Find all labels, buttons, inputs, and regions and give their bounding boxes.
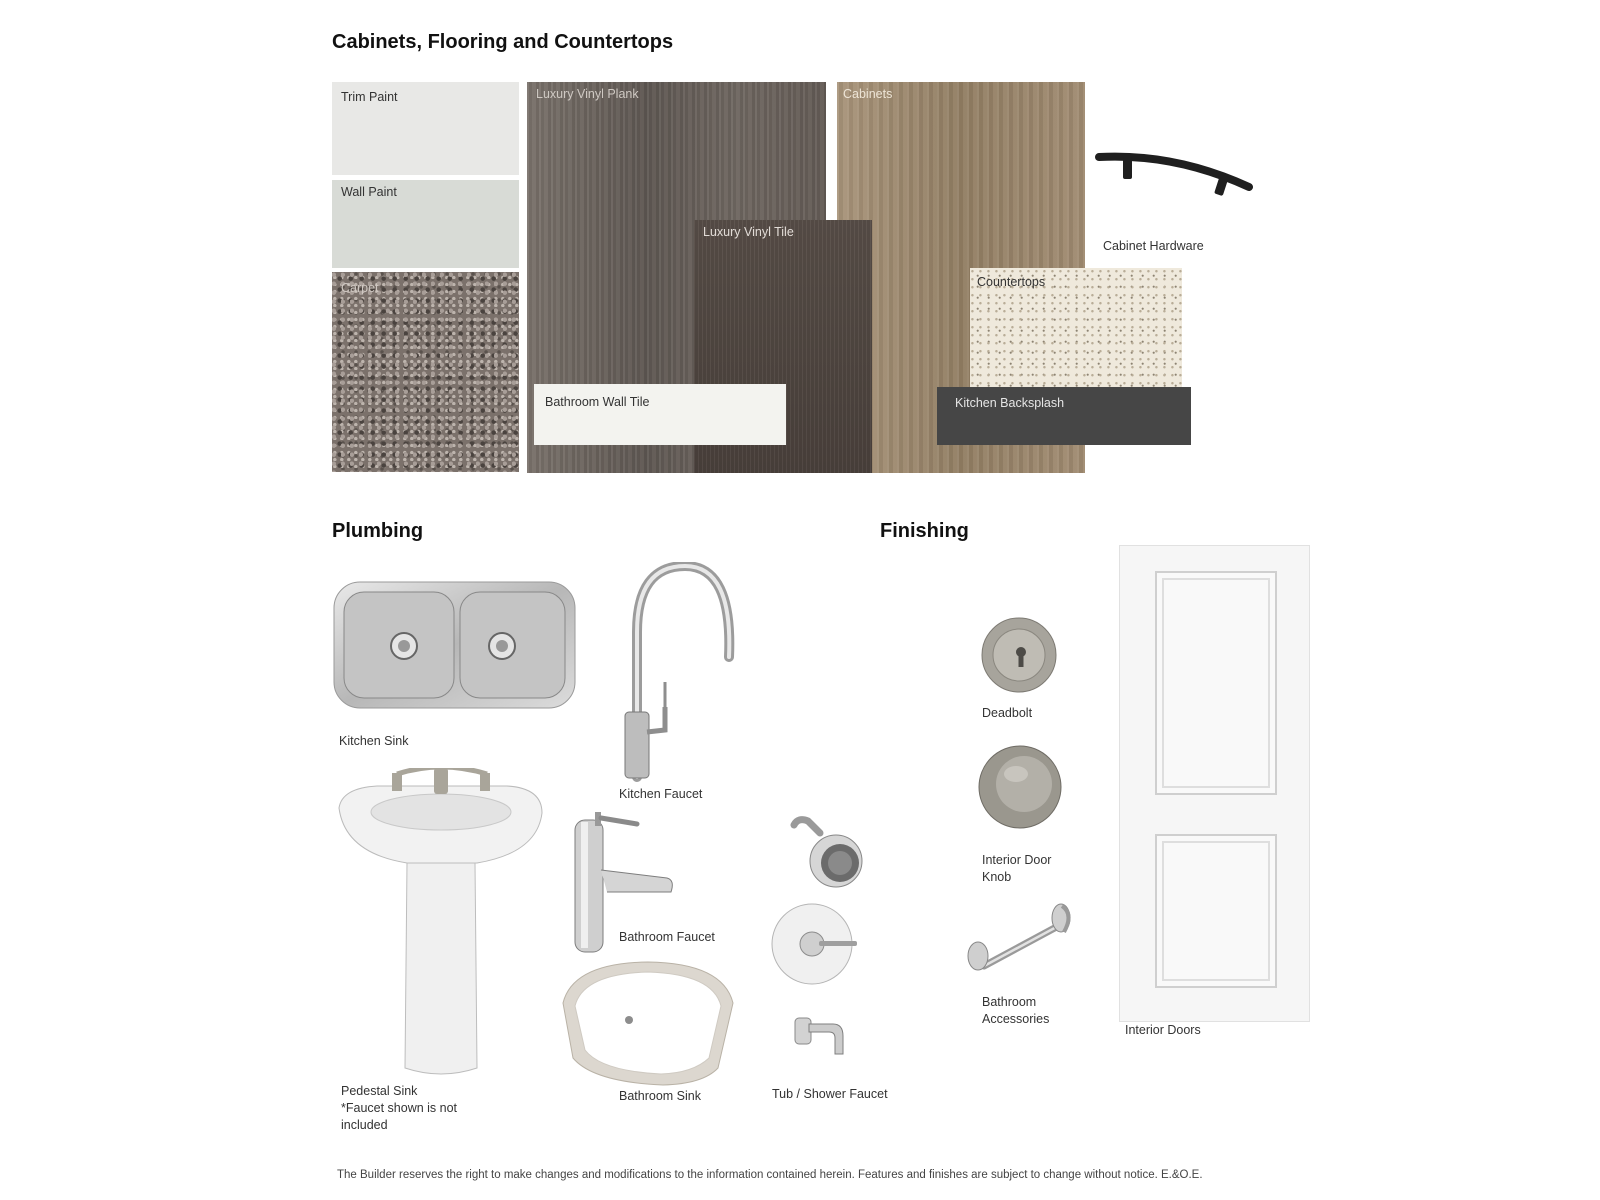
deadbolt-icon	[980, 615, 1058, 695]
bathroom-sink-icon	[553, 958, 738, 1088]
bathroom-wall-tile-label: Bathroom Wall Tile	[545, 395, 650, 409]
pedestal-sink-label-line-3: included	[341, 1118, 388, 1132]
kitchen-sink-label: Kitchen Sink	[339, 734, 409, 748]
wall-paint-swatch	[332, 180, 519, 268]
cabinet-hardware-pull-icon	[1095, 145, 1255, 210]
tub-spout-icon	[793, 1010, 851, 1058]
bathroom-accessories-label-line-2: Accessories	[982, 1012, 1050, 1026]
section-title-finishing: Finishing	[880, 520, 969, 542]
cabinets-label: Cabinets	[843, 87, 893, 101]
footer-disclaimer: The Builder reserves the right to make changes and modifications to the information contained herein. Features and finishes are subject to change without notice. E.&O.E.	[337, 1169, 1203, 1181]
carpet-swatch	[332, 272, 519, 472]
kitchen-backsplash-swatch	[937, 387, 1191, 445]
bathroom-accessories-label-line-1: Bathroom	[982, 995, 1037, 1009]
pedestal-sink-label-line-2: *Faucet shown is not	[341, 1101, 458, 1115]
interior-door-knob-icon	[976, 744, 1064, 830]
deadbolt-label: Deadbolt	[982, 706, 1033, 720]
bathroom-sink-label: Bathroom Sink	[619, 1089, 701, 1103]
interior-door-icon	[1119, 545, 1310, 1022]
shower-head-icon	[790, 815, 870, 890]
interior-door-knob-label-line-2: Knob	[982, 870, 1012, 884]
countertops-label: Countertops	[977, 275, 1046, 289]
carpet-label: Carpet	[341, 281, 379, 295]
countertops-swatch	[970, 268, 1182, 388]
luxury-vinyl-plank-label: Luxury Vinyl Plank	[536, 87, 639, 101]
kitchen-sink-icon	[332, 580, 577, 710]
pedestal-sink-label-line-1: Pedestal Sink	[341, 1084, 418, 1098]
bathroom-faucet-label: Bathroom Faucet	[619, 930, 715, 944]
wall-paint-label: Wall Paint	[341, 185, 397, 199]
shower-valve-icon	[771, 903, 859, 985]
tub-shower-faucet-label: Tub / Shower Faucet	[772, 1087, 888, 1101]
kitchen-faucet-label: Kitchen Faucet	[619, 787, 703, 801]
kitchen-faucet-icon	[615, 562, 740, 782]
pedestal-sink-label	[341, 1083, 457, 1134]
section-title-cabinets: Cabinets, Flooring and Countertops	[332, 31, 674, 53]
luxury-vinyl-tile-label: Luxury Vinyl Tile	[703, 225, 794, 239]
bathroom-wall-tile-swatch	[534, 384, 786, 445]
interior-door-knob-label	[982, 852, 1051, 886]
bathroom-accessories-icon	[966, 902, 1074, 974]
cabinet-hardware-label: Cabinet Hardware	[1103, 239, 1204, 253]
interior-doors-label: Interior Doors	[1125, 1023, 1201, 1037]
pedestal-sink-icon	[337, 768, 547, 1080]
kitchen-backsplash-label: Kitchen Backsplash	[955, 396, 1065, 410]
bathroom-accessories-label	[982, 994, 1049, 1028]
trim-paint-label: Trim Paint	[341, 90, 398, 104]
trim-paint-swatch	[332, 82, 519, 175]
interior-door-knob-label-line-1: Interior Door	[982, 853, 1052, 867]
section-title-plumbing: Plumbing	[332, 520, 424, 542]
